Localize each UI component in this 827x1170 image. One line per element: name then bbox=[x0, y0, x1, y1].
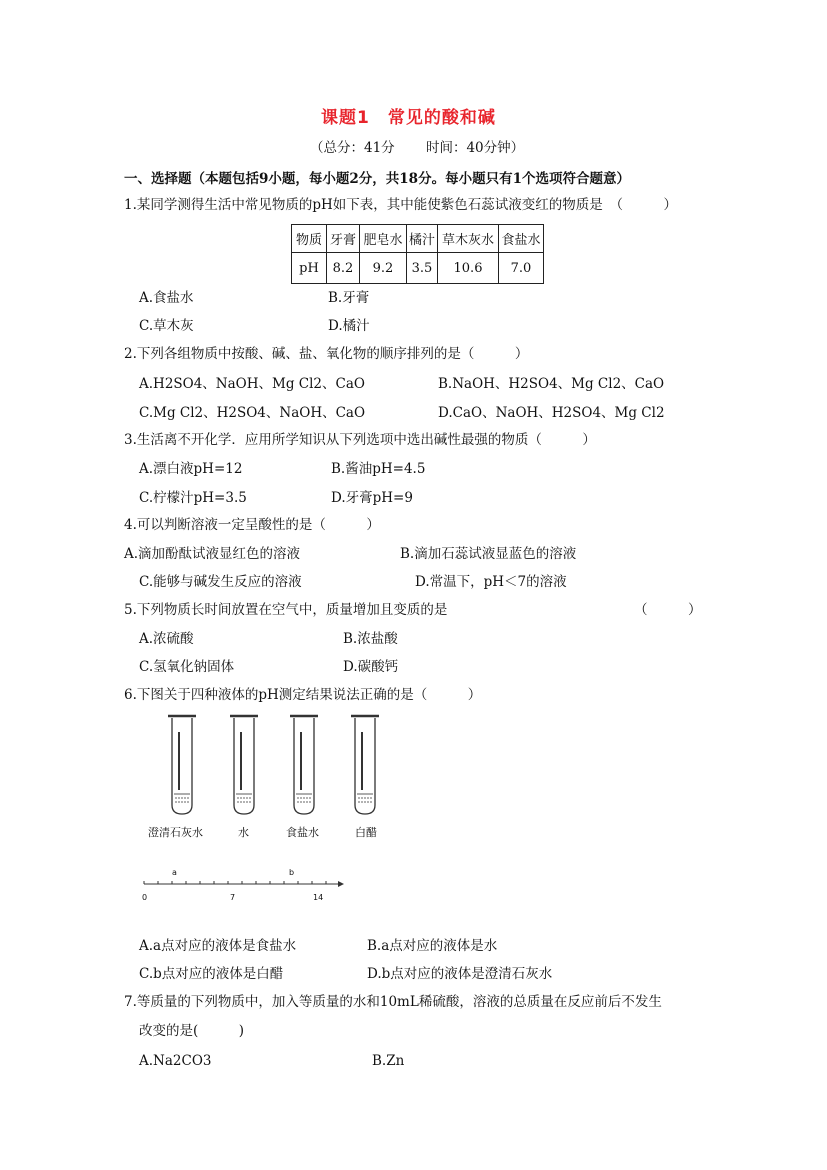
tube-label-vinegar: 白醋 bbox=[355, 826, 377, 839]
q3-option-b: B.酱油pH=4.5 bbox=[331, 461, 426, 477]
q4-option-b: B.滴加石蕊试液显蓝色的溶液 bbox=[400, 546, 577, 562]
table-cell: 橘汁 bbox=[407, 225, 438, 253]
table-cell: 肥皂水 bbox=[360, 225, 407, 253]
q5-option-a: A.浓硫酸 bbox=[139, 631, 194, 647]
table-cell: 3.5 bbox=[407, 253, 438, 284]
q2-option-a: A.H2SO4、NaOH、Mg Cl2、CaO bbox=[139, 376, 365, 392]
q1-option-a: A.食盐水 bbox=[139, 290, 194, 306]
q2-option-d: D.CaO、NaOH、H2SO4、Mg Cl2 bbox=[438, 405, 665, 421]
q5-option-b: B.浓盐酸 bbox=[343, 631, 398, 647]
tube-label-water: 水 bbox=[238, 826, 249, 839]
point-a-label: a bbox=[172, 868, 177, 877]
tube-label-saltwater: 食盐水 bbox=[286, 826, 319, 839]
q2-option-c: C.Mg Cl2、H2SO4、NaOH、CaO bbox=[139, 405, 366, 421]
test-tube-4 bbox=[351, 716, 379, 814]
table-row bbox=[292, 253, 544, 284]
table-cell: 草木灰水 bbox=[438, 225, 499, 253]
point-b-label: b bbox=[289, 868, 295, 877]
q4-option-a: A.滴加酚酞试液显红色的溶液 bbox=[124, 546, 301, 562]
question-6-stem: 6.下图关于四种液体的pH测定结果说法正确的是（ ） bbox=[124, 687, 482, 703]
q7-option-a: A.Na2CO3 bbox=[139, 1053, 212, 1069]
table-cell: 9.2 bbox=[360, 253, 407, 284]
section-heading: 一、选择题（本题包括9小题，每小题2分，共18分。每小题只有1个选项符合题意） bbox=[124, 171, 630, 187]
q6-option-b: B.a点对应的液体是水 bbox=[367, 938, 498, 954]
question-5-stem: 5.下列物质长时间放置在空气中，质量增加且变质的是 bbox=[124, 602, 448, 618]
table-header-row bbox=[292, 225, 544, 253]
q1-option-b: B.牙膏 bbox=[328, 290, 370, 306]
q1-option-d: D.橘汁 bbox=[328, 318, 370, 334]
question-1-stem: 1.某同学测得生活中常见物质的pH如下表，其中能使紫色石蕊试液变红的物质是 （ ） bbox=[124, 197, 678, 213]
axis-tick-7: 7 bbox=[230, 893, 236, 902]
table-cell: 10.6 bbox=[438, 253, 499, 284]
table-cell: pH bbox=[292, 253, 327, 284]
q7-option-b: B.Zn bbox=[372, 1053, 405, 1069]
q5-option-d: D.碳酸钙 bbox=[343, 659, 399, 675]
page-title: 课题1 常见的酸和碱 bbox=[321, 108, 496, 128]
test-tube-3 bbox=[290, 716, 318, 814]
q3-option-a: A.漂白液pH=12 bbox=[139, 461, 243, 477]
q5-option-c: C.氢氧化钠固体 bbox=[139, 659, 235, 675]
table-cell: 物质 bbox=[292, 225, 327, 253]
table-cell: 食盐水 bbox=[499, 225, 544, 253]
q3-option-d: D.牙膏pH=9 bbox=[331, 490, 413, 506]
test-tube-2 bbox=[230, 716, 258, 814]
q3-option-c: C.柠檬汁pH=3.5 bbox=[139, 490, 247, 506]
exam-info: （总分：41分 时间：40分钟） bbox=[310, 140, 525, 156]
axis-tick-0: 0 bbox=[142, 893, 148, 902]
test-tube-1 bbox=[168, 716, 196, 814]
q1-option-c: C.草木灰 bbox=[139, 318, 194, 334]
question-4-stem: 4.可以判断溶液一定呈酸性的是（ ） bbox=[124, 517, 380, 533]
question-3-stem: 3.生活离不开化学．应用所学知识从下列选项中选出碱性最强的物质（ ） bbox=[124, 432, 596, 448]
axis-tick-14: 14 bbox=[313, 893, 324, 902]
q6-option-c: C.b点对应的液体是白醋 bbox=[139, 966, 284, 982]
test-tubes-figure bbox=[140, 710, 380, 822]
question-7-stem-line2: 改变的是( ) bbox=[139, 1023, 245, 1039]
q4-option-c: C.能够与碱发生反应的溶液 bbox=[139, 574, 302, 590]
q6-option-d: D.b点对应的液体是澄清石灰水 bbox=[367, 966, 553, 982]
question-5-answer-paren: （ ） bbox=[634, 602, 702, 618]
ph-table bbox=[291, 224, 544, 284]
table-cell: 8.2 bbox=[327, 253, 360, 284]
q2-option-b: B.NaOH、H2SO4、Mg Cl2、CaO bbox=[438, 376, 665, 392]
table-cell: 牙膏 bbox=[327, 225, 360, 253]
question-2-stem: 2.下列各组物质中按酸、碱、盐、氧化物的顺序排列的是（ ） bbox=[124, 346, 529, 362]
q4-option-d: D.常温下，pH＜7的溶液 bbox=[415, 574, 567, 590]
question-7-stem-line1: 7.等质量的下列物质中，加入等质量的水和10mL稀硫酸，溶液的总质量在反应前后不发生 bbox=[124, 994, 662, 1010]
tube-label-limewater: 澄清石灰水 bbox=[148, 826, 203, 839]
q6-option-a: A.a点对应的液体是食盐水 bbox=[139, 938, 297, 954]
table-cell: 7.0 bbox=[499, 253, 544, 284]
